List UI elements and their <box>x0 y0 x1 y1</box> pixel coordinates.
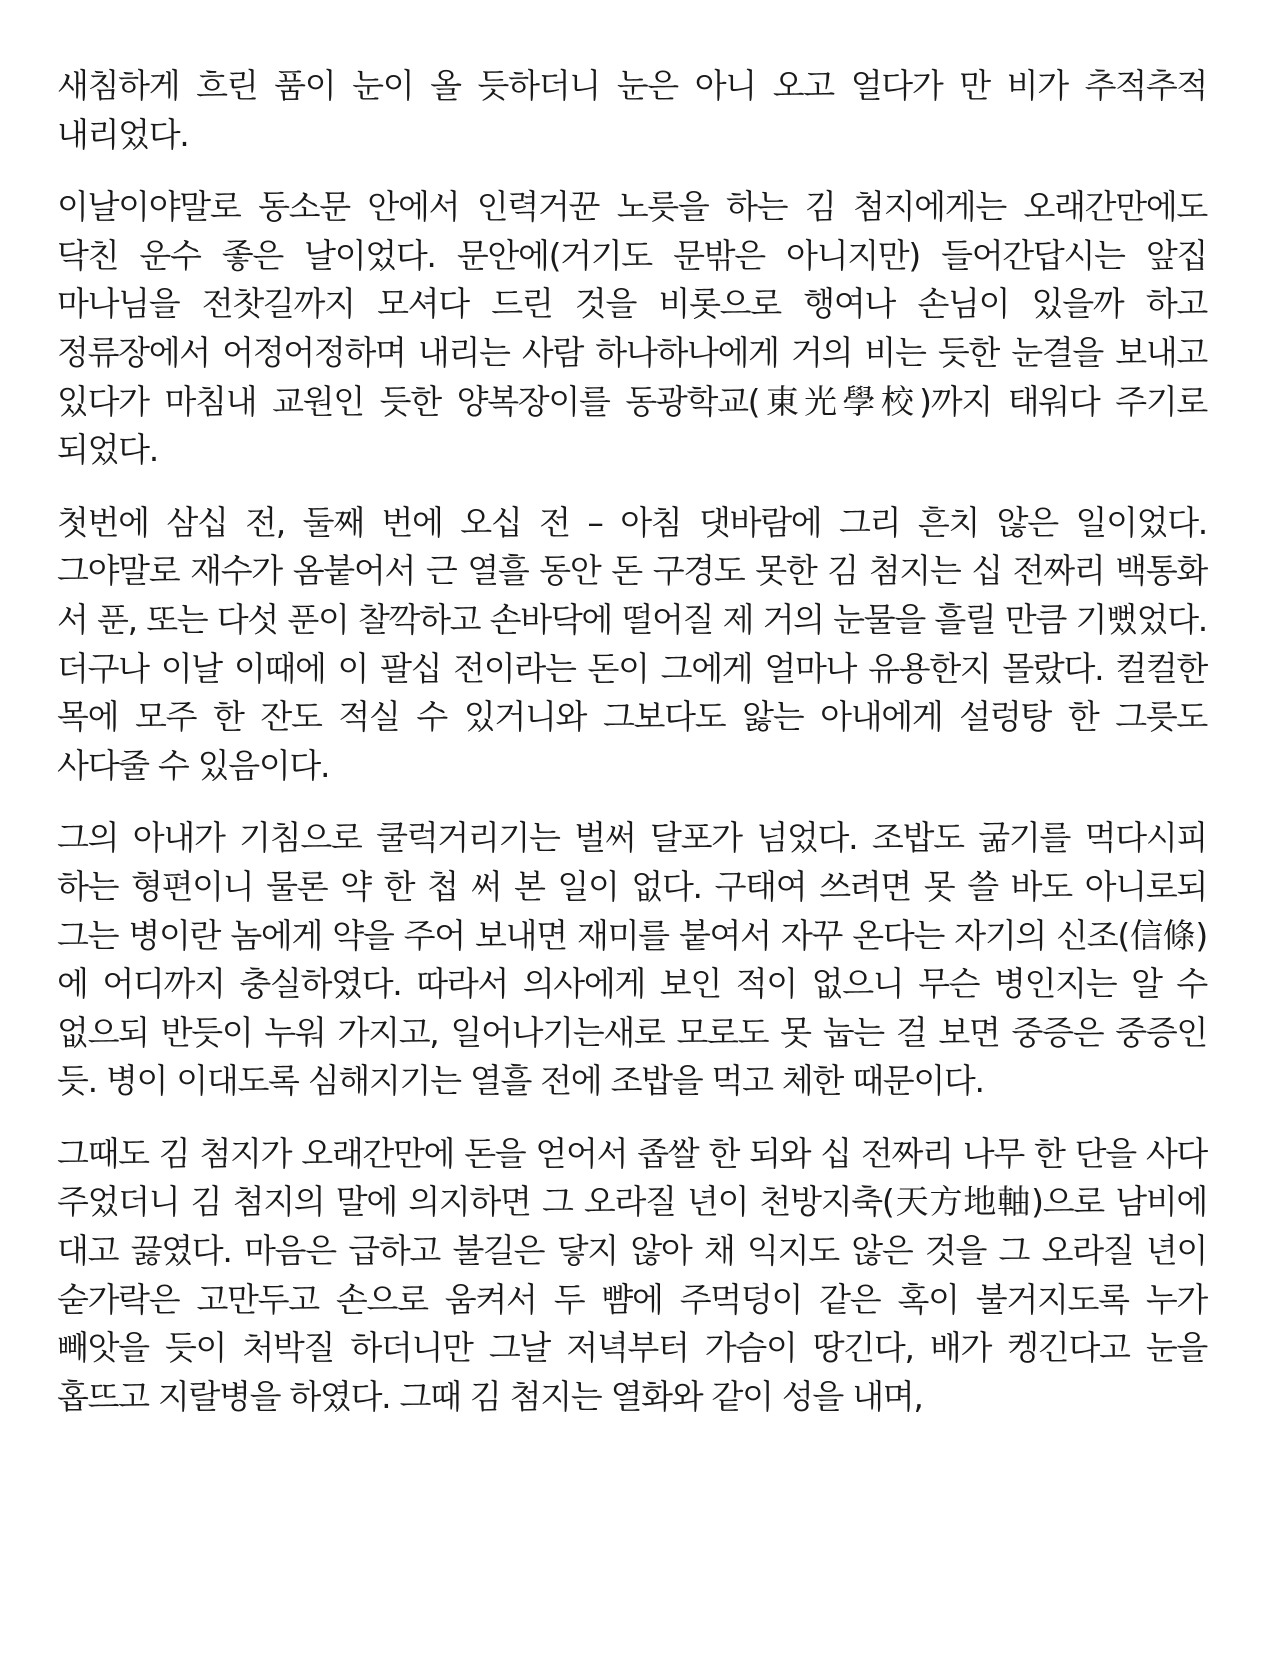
paragraph-1: 새침하게 흐린 품이 눈이 올 듯하더니 눈은 아니 오고 얼다가 만 비가 추적추적 내리었다. <box>57 66 1207 154</box>
paragraph-5: 그때도 김 첨지가 오래간만에 돈을 얻어서 좁쌀 한 되와 십 전짜리 나무 한 단을 사다 주었더니 김 첨지의 말에 의지하면 그 오라질 년이 천방지축(天方地軸)으로 남비에 대고 끓였다. 마음은 급하고 불길은 닿지 않아 채 익지도 않은 것을 그 오라질 년이 숟가락은 고만두고 손으로 움켜서 두 뺨에 주먹덩이 같은 혹이 불거지도록 누가 빼앗을 듯이 처박질 하더니만 그날 저녁부터 가슴이 땅긴다, 배가 켕긴다고 눈을 홉뜨고 지랄병을 하였다. 그때 김 첨지는 열화와 같이 성을 내며, <box>57 1133 1207 1416</box>
paragraph-2: 이날이야말로 동소문 안에서 인력거꾼 노릇을 하는 김 첨지에게는 오래간만에도 닥친 운수 좋은 날이었다. 문안에(거기도 문밖은 아니지만) 들어간답시는 앞집 마나님을 전찻길까지 모셔다 드린 것을 비롯으로 행여나 손님이 있을까 하고 정류장에서 어정어정하며 내리는 사람 하나하나에게 거의 비는 듯한 눈결을 보내고 있다가 마침내 교원인 듯한 양복장이를 동광학교(東光學校)까지 태워다 주기로 되었다. <box>57 187 1207 470</box>
paragraph-3: 첫번에 삼십 전, 둘째 번에 오십 전 – 아침 댓바람에 그리 흔치 않은 일이었다. 그야말로 재수가 옴붙어서 근 열흘 동안 돈 구경도 못한 김 첨지는 십 전짜리 백통화 서 푼, 또는 다섯 푼이 찰깍하고 손바닥에 떨어질 제 거의 눈물을 흘릴 만큼 기뻤었다. 더구나 이날 이때에 이 팔십 전이라는 돈이 그에게 얼마나 유용한지 몰랐다. 컬컬한 목에 모주 한 잔도 적실 수 있거니와 그보다도 앓는 아내에게 설렁탕 한 그릇도 사다줄 수 있음이다. <box>57 502 1207 785</box>
paragraph-4: 그의 아내가 기침으로 쿨럭거리기는 벌써 달포가 넘었다. 조밥도 굶기를 먹다시피 하는 형편이니 물론 약 한 첩 써 본 일이 없다. 구태여 쓰려면 못 쓸 바도 아니로되 그는 병이란 놈에게 약을 주어 보내면 재미를 붙여서 자꾸 온다는 자기의 신조(信條)에 어디까지 충실하였다. 따라서 의사에게 보인 적이 없으니 무슨 병인지는 알 수 없으되 반듯이 누워 가지고, 일어나기는새로 모로도 못 눕는 걸 보면 중증은 중증인 듯. 병이 이대도록 심해지기는 열흘 전에 조밥을 먹고 체한 때문이다. <box>57 818 1207 1101</box>
document-body <box>57 62 1207 1445</box>
